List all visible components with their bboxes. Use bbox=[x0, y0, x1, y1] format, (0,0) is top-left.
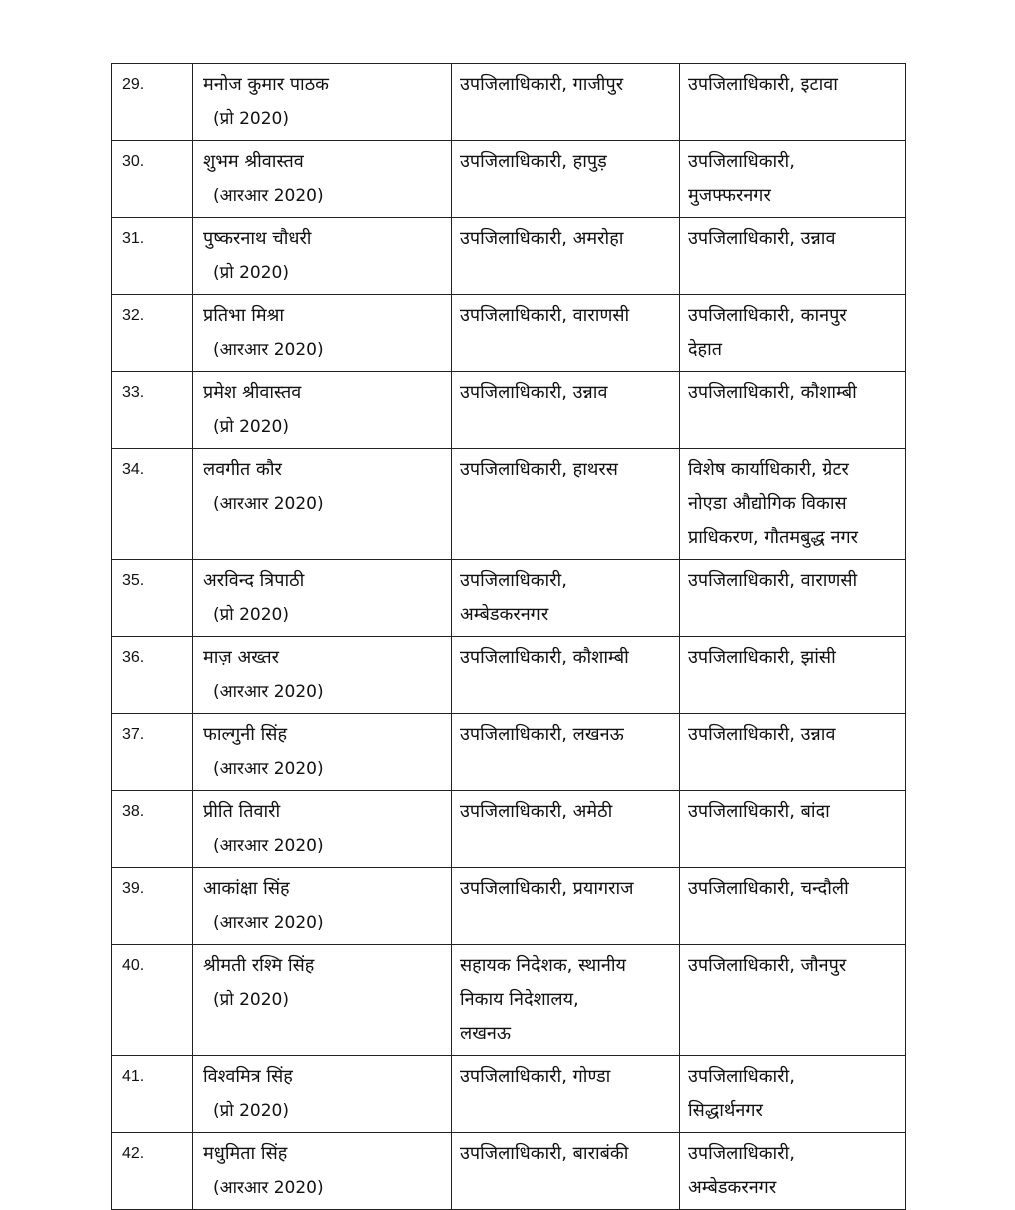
current-posting-cell bbox=[452, 945, 680, 1056]
current-posting-cell bbox=[452, 560, 680, 637]
officer-batch: (प्रो 2020) bbox=[213, 417, 290, 437]
table-row bbox=[112, 449, 906, 560]
current-posting-line: निकाय निदेशालय, bbox=[460, 989, 579, 1010]
new-posting-cell bbox=[680, 945, 906, 1056]
table-row bbox=[112, 945, 906, 1056]
current-posting-cell bbox=[452, 1133, 680, 1210]
current-posting-line: लखनऊ bbox=[460, 1023, 512, 1044]
current-posting-line: उपजिलाधिकारी, प्रयागराज bbox=[460, 878, 634, 899]
current-posting-cell bbox=[452, 637, 680, 714]
officer-batch: (प्रो 2020) bbox=[213, 1101, 290, 1121]
officer-batch: (आरआर 2020) bbox=[213, 836, 324, 856]
officer-batch: (प्रो 2020) bbox=[213, 263, 290, 283]
current-posting-line: उपजिलाधिकारी, बाराबंकी bbox=[460, 1143, 629, 1164]
new-posting-line: देहात bbox=[688, 339, 723, 360]
officer-batch: (आरआर 2020) bbox=[213, 340, 324, 360]
serial-number-cell: 36. bbox=[112, 637, 193, 714]
new-posting-cell bbox=[680, 218, 906, 295]
new-posting-cell bbox=[680, 868, 906, 945]
officer-cell bbox=[193, 64, 452, 141]
table-row bbox=[112, 64, 906, 141]
new-posting-cell bbox=[680, 295, 906, 372]
serial-number-cell: 41. bbox=[112, 1056, 193, 1133]
current-posting-cell bbox=[452, 449, 680, 560]
new-posting-line: उपजिलाधिकारी, जौनपुर bbox=[688, 955, 847, 976]
serial-number-cell: 33. bbox=[112, 372, 193, 449]
officer-name: लवगीत कौर bbox=[203, 459, 282, 480]
table-row bbox=[112, 560, 906, 637]
new-posting-line: उपजिलाधिकारी, उन्नाव bbox=[688, 228, 836, 249]
current-posting-line: उपजिलाधिकारी, उन्नाव bbox=[460, 382, 608, 403]
new-posting-line: उपजिलाधिकारी, कानपुर bbox=[688, 305, 847, 326]
serial-number-cell: 40. bbox=[112, 945, 193, 1056]
new-posting-line: अम्बेडकरनगर bbox=[688, 1177, 777, 1198]
officer-cell bbox=[193, 141, 452, 218]
officer-name: प्रीति तिवारी bbox=[203, 801, 281, 822]
officer-name: अरविन्द त्रिपाठी bbox=[203, 570, 305, 591]
serial-number-cell: 38. bbox=[112, 791, 193, 868]
new-posting-cell bbox=[680, 791, 906, 868]
serial-number-cell: 37. bbox=[112, 714, 193, 791]
new-posting-cell bbox=[680, 141, 906, 218]
officer-name: मनोज कुमार पाठक bbox=[203, 74, 329, 95]
current-posting-cell bbox=[452, 372, 680, 449]
table-row bbox=[112, 372, 906, 449]
officer-cell bbox=[193, 295, 452, 372]
officer-batch: (प्रो 2020) bbox=[213, 605, 290, 625]
current-posting-cell bbox=[452, 218, 680, 295]
officer-name: माज़ अख्तर bbox=[203, 647, 279, 668]
serial-number-cell: 34. bbox=[112, 449, 193, 560]
table-row bbox=[112, 141, 906, 218]
current-posting-cell bbox=[452, 868, 680, 945]
current-posting-cell bbox=[452, 1056, 680, 1133]
serial-number-cell: 42. bbox=[112, 1133, 193, 1210]
officer-batch: (आरआर 2020) bbox=[213, 759, 324, 779]
new-posting-line: उपजिलाधिकारी, कौशाम्बी bbox=[688, 382, 857, 403]
new-posting-line: नोएडा औद्योगिक विकास bbox=[688, 493, 847, 514]
new-posting-cell bbox=[680, 560, 906, 637]
officer-batch: (आरआर 2020) bbox=[213, 186, 324, 206]
officer-cell bbox=[193, 637, 452, 714]
new-posting-line: विशेष कार्याधिकारी, ग्रेटर bbox=[688, 459, 849, 480]
table-row bbox=[112, 714, 906, 791]
current-posting-cell bbox=[452, 64, 680, 141]
serial-number-cell: 30. bbox=[112, 141, 193, 218]
current-posting-line: उपजिलाधिकारी, अमेठी bbox=[460, 801, 613, 822]
table-row bbox=[112, 1133, 906, 1210]
officer-name: मधुमिता सिंह bbox=[203, 1143, 288, 1164]
officer-name: पुष्करनाथ चौधरी bbox=[203, 228, 312, 249]
new-posting-cell bbox=[680, 1133, 906, 1210]
new-posting-cell bbox=[680, 1056, 906, 1133]
officer-cell bbox=[193, 372, 452, 449]
officer-batch: (प्रो 2020) bbox=[213, 109, 290, 129]
current-posting-line: उपजिलाधिकारी, अमरोहा bbox=[460, 228, 624, 249]
officer-name: प्रमेश श्रीवास्तव bbox=[203, 382, 302, 403]
officer-name: श्रीमती रश्मि सिंह bbox=[203, 955, 315, 976]
new-posting-line: उपजिलाधिकारी, बांदा bbox=[688, 801, 830, 822]
table-body bbox=[112, 64, 906, 1210]
officer-cell bbox=[193, 945, 452, 1056]
new-posting-cell bbox=[680, 637, 906, 714]
officer-cell bbox=[193, 1056, 452, 1133]
officer-name: विश्वमित्र सिंह bbox=[203, 1066, 293, 1087]
table-row bbox=[112, 868, 906, 945]
new-posting-line: उपजिलाधिकारी, bbox=[688, 1066, 795, 1087]
current-posting-cell bbox=[452, 295, 680, 372]
officer-cell bbox=[193, 714, 452, 791]
current-posting-line: अम्बेडकरनगर bbox=[460, 604, 549, 625]
new-posting-cell bbox=[680, 449, 906, 560]
current-posting-line: उपजिलाधिकारी, लखनऊ bbox=[460, 724, 624, 745]
new-posting-line: उपजिलाधिकारी, इटावा bbox=[688, 74, 838, 95]
new-posting-line: उपजिलाधिकारी, bbox=[688, 151, 795, 172]
serial-number-cell: 29. bbox=[112, 64, 193, 141]
table-row bbox=[112, 637, 906, 714]
current-posting-line: उपजिलाधिकारी, कौशाम्बी bbox=[460, 647, 629, 668]
new-posting-cell bbox=[680, 64, 906, 141]
current-posting-line: उपजिलाधिकारी, गोण्डा bbox=[460, 1066, 611, 1087]
officer-cell bbox=[193, 218, 452, 295]
officer-name: आकांक्षा सिंह bbox=[203, 878, 290, 899]
new-posting-cell bbox=[680, 372, 906, 449]
officer-name: प्रतिभा मिश्रा bbox=[203, 305, 285, 326]
new-posting-line: मुजफ्फरनगर bbox=[688, 185, 771, 206]
table-row bbox=[112, 1056, 906, 1133]
officer-batch: (आरआर 2020) bbox=[213, 1178, 324, 1198]
new-posting-cell bbox=[680, 714, 906, 791]
new-posting-line: उपजिलाधिकारी, वाराणसी bbox=[688, 570, 858, 591]
officer-batch: (आरआर 2020) bbox=[213, 682, 324, 702]
current-posting-cell bbox=[452, 714, 680, 791]
current-posting-line: उपजिलाधिकारी, bbox=[460, 570, 567, 591]
officer-cell bbox=[193, 560, 452, 637]
officer-batch: (आरआर 2020) bbox=[213, 494, 324, 514]
transfer-table bbox=[111, 63, 906, 1210]
new-posting-line: प्राधिकरण, गौतमबुद्ध नगर bbox=[688, 527, 858, 548]
current-posting-cell bbox=[452, 791, 680, 868]
new-posting-line: उपजिलाधिकारी, bbox=[688, 1143, 795, 1164]
serial-number-cell: 39. bbox=[112, 868, 193, 945]
officer-batch: (आरआर 2020) bbox=[213, 913, 324, 933]
serial-number-cell: 31. bbox=[112, 218, 193, 295]
table-row bbox=[112, 295, 906, 372]
current-posting-line: उपजिलाधिकारी, वाराणसी bbox=[460, 305, 630, 326]
officer-name: फाल्गुनी सिंह bbox=[203, 724, 288, 745]
new-posting-line: उपजिलाधिकारी, चन्दौली bbox=[688, 878, 849, 899]
officer-name: शुभम श्रीवास्तव bbox=[203, 151, 304, 172]
officer-cell bbox=[193, 791, 452, 868]
current-posting-cell bbox=[452, 141, 680, 218]
current-posting-line: उपजिलाधिकारी, हाथरस bbox=[460, 459, 618, 480]
current-posting-line: उपजिलाधिकारी, हापुड़ bbox=[460, 151, 607, 172]
officer-batch: (प्रो 2020) bbox=[213, 990, 290, 1010]
new-posting-line: उपजिलाधिकारी, उन्नाव bbox=[688, 724, 836, 745]
serial-number-cell: 35. bbox=[112, 560, 193, 637]
officer-cell bbox=[193, 868, 452, 945]
new-posting-line: उपजिलाधिकारी, झांसी bbox=[688, 647, 836, 668]
serial-number-cell: 32. bbox=[112, 295, 193, 372]
current-posting-line: सहायक निदेशक, स्थानीय bbox=[460, 955, 626, 976]
table-row bbox=[112, 218, 906, 295]
table-row bbox=[112, 791, 906, 868]
officer-cell bbox=[193, 1133, 452, 1210]
current-posting-line: उपजिलाधिकारी, गाजीपुर bbox=[460, 74, 624, 95]
officer-cell bbox=[193, 449, 452, 560]
new-posting-line: सिद्धार्थनगर bbox=[688, 1100, 763, 1121]
